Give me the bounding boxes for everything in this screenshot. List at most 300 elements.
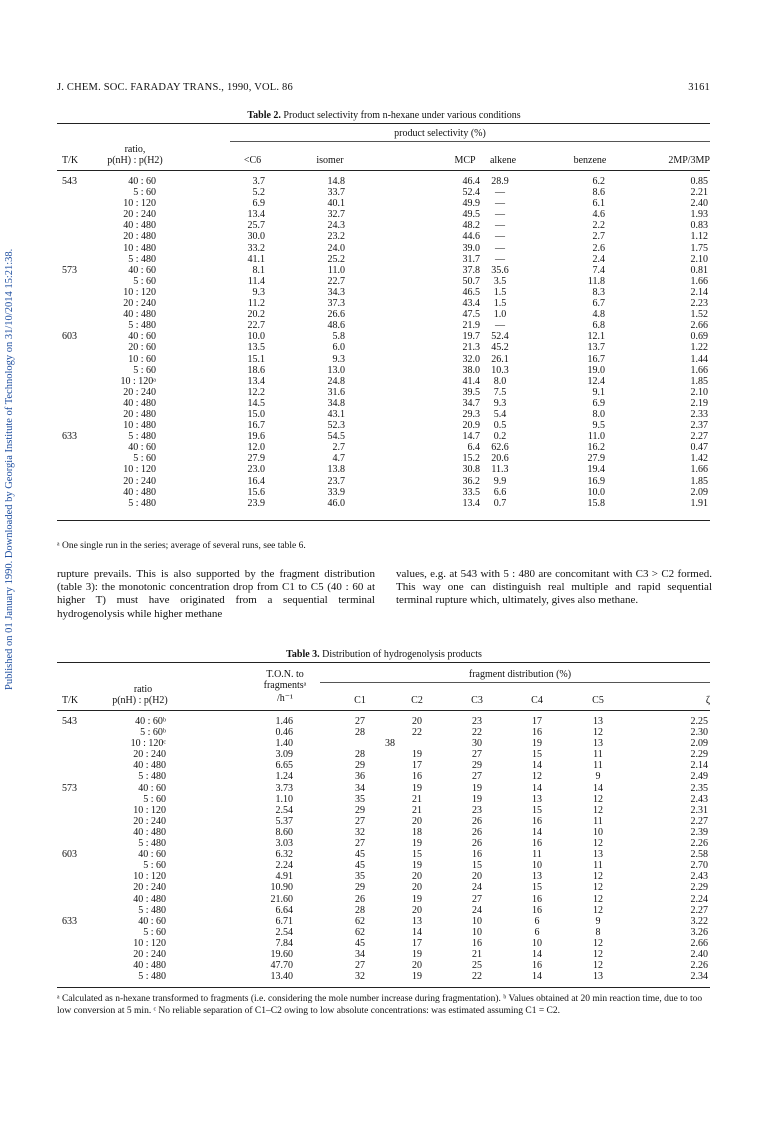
table2-ratio-cell: 20 : 240 bbox=[123, 298, 156, 310]
table3-c2-cell: 18 bbox=[412, 826, 422, 838]
table2-ratio-cell: 5 : 60 bbox=[133, 364, 156, 376]
table3-zeta-cell: 2.09 bbox=[690, 738, 708, 750]
table3-c5-cell: 12 bbox=[593, 871, 603, 883]
table2-tk-cell bbox=[62, 187, 102, 198]
table2-isomer-cell: 23.7 bbox=[327, 475, 345, 487]
table3-col-c2: C2 bbox=[411, 695, 423, 706]
table3-c2-cell: 20 bbox=[412, 960, 422, 972]
table2-isomer-cell: 52.3 bbox=[327, 420, 345, 432]
table3-c5-cell: 13 bbox=[593, 849, 603, 861]
table3-c5-cell: 12 bbox=[593, 904, 603, 916]
table3-group-rule bbox=[320, 682, 710, 683]
table3-c4-cell: 14 bbox=[532, 760, 542, 772]
table2-mp-cell: 1.93 bbox=[690, 209, 708, 221]
table2-ratio-cell: 40 : 480 bbox=[123, 397, 156, 409]
table3-zeta-cell: 2.43 bbox=[690, 793, 708, 805]
table3-ratio-cell: 20 : 240 bbox=[133, 815, 166, 827]
table2-isomer-cell: 33.7 bbox=[327, 187, 345, 199]
table2-isomer-cell: 5.8 bbox=[332, 331, 345, 343]
table3-c4-cell: 14 bbox=[532, 826, 542, 838]
table2-isomer-cell: 25.2 bbox=[327, 253, 345, 265]
table3-c3-cell: 19 bbox=[472, 793, 482, 805]
table3-c5-cell: 12 bbox=[593, 804, 603, 816]
table2-ratio-cell: 40 : 60 bbox=[128, 331, 156, 343]
table3-header-rule bbox=[57, 710, 710, 711]
table3-c3-cell: 16 bbox=[472, 937, 482, 949]
table3-ton-cell: 3.73 bbox=[275, 782, 293, 794]
table2-mcp-cell: 31.7 bbox=[462, 253, 480, 265]
table3-c5-cell: 11 bbox=[593, 760, 603, 772]
table3-c4-cell: 6 bbox=[534, 926, 540, 938]
table3-c1-cell: 27 bbox=[355, 815, 365, 827]
table3-c1-cell: 32 bbox=[355, 971, 365, 983]
table3-ratio-cell: 5 : 60 bbox=[143, 793, 166, 805]
table2-mcp-cell: 48.2 bbox=[462, 220, 480, 232]
table3-c2-cell: 14 bbox=[412, 926, 422, 938]
table3-c3-cell: 22 bbox=[472, 727, 482, 739]
table3-ratio-cell: 10 : 120 bbox=[133, 804, 166, 816]
table2-lt_c6-cell: 15.0 bbox=[247, 408, 265, 420]
table2-ratio-cell: 5 : 480 bbox=[128, 253, 156, 265]
download-watermark: Published on 01 January 1990. Downloaded by Georgia Institute of Technology on 31/10/2014 15:21:38. bbox=[4, 248, 15, 690]
table2-ratio-cell: 20 : 60 bbox=[128, 342, 156, 354]
table3-c3-cell: 25 bbox=[472, 960, 482, 972]
table3-ratio-cell: 10 : 120ᶜ bbox=[130, 738, 166, 750]
table3-c2-cell: 17 bbox=[412, 760, 422, 772]
table3-c4-cell: 11 bbox=[532, 849, 542, 861]
table2-mcp-cell: 50.7 bbox=[462, 275, 480, 287]
table2-mp-cell: 2.40 bbox=[690, 198, 708, 210]
table3-c3-cell: 26 bbox=[472, 838, 482, 850]
table2-alkene-cell: — bbox=[495, 231, 505, 243]
table3-c1-cell: 27 bbox=[355, 716, 365, 727]
table2-mp-cell: 1.85 bbox=[690, 475, 708, 487]
table2-alkene-cell: 52.4 bbox=[491, 331, 509, 343]
table2-ratio-cell: 10 : 120ᵃ bbox=[120, 375, 156, 387]
table2-tk-cell bbox=[62, 487, 102, 498]
table2-mcp-cell: 29.3 bbox=[462, 408, 480, 420]
table2-ratio-cell: 20 : 480 bbox=[123, 408, 156, 420]
table2-alkene-cell: 9.9 bbox=[493, 475, 507, 487]
table3-c4-cell: 10 bbox=[532, 860, 542, 872]
table3-zeta-cell: 2.29 bbox=[690, 882, 708, 894]
table2-tk-cell bbox=[62, 209, 102, 220]
table2-tk-column bbox=[62, 176, 102, 498]
table3-tk-cell bbox=[62, 971, 102, 982]
table3-ton-cell: 5.37 bbox=[275, 815, 293, 827]
table2-ratio-cell: 40 : 60 bbox=[128, 442, 156, 454]
table3-merged-c1c2-value: 38 bbox=[385, 738, 395, 749]
table2-lt_c6-cell: 13.4 bbox=[247, 209, 265, 221]
table3-c1-cell: 62 bbox=[355, 915, 365, 927]
body-text-right: values, e.g. at 543 with 5 : 480 are concomitant with C3 > C2 formed. This way one can distinguish real multiple and rapid sequential terminal rupture which, ultimately, gives also methane. bbox=[396, 568, 712, 607]
table3-tk-cell bbox=[62, 794, 102, 805]
table3-ton-cell: 6.32 bbox=[275, 849, 293, 861]
table2-group-header: product selectivity (%) bbox=[394, 128, 486, 139]
table3-ratio-cell: 5 : 480 bbox=[138, 838, 166, 850]
table2-benzene-cell: 19.0 bbox=[587, 364, 605, 376]
table3-col-c5: C5 bbox=[592, 695, 604, 706]
table3-tk-cell bbox=[62, 838, 102, 849]
table3-c5-cell: 12 bbox=[593, 960, 603, 972]
table2-tk-cell: 573 bbox=[62, 264, 77, 276]
table2-ratio-cell: 40 : 480 bbox=[123, 309, 156, 321]
table2-benzene-cell: 27.9 bbox=[587, 453, 605, 465]
table3-c2-cell bbox=[402, 738, 432, 749]
table2-tk-cell bbox=[62, 387, 102, 398]
table3-c4-cell: 15 bbox=[532, 882, 542, 894]
table3-c1-cell: 29 bbox=[355, 804, 365, 816]
table3-zeta-cell: 2.34 bbox=[690, 971, 708, 983]
table2-mcp-cell: 49.5 bbox=[462, 209, 480, 221]
table3-c4-cell: 16 bbox=[532, 815, 542, 827]
table3-ratio-cell: 10 : 120 bbox=[133, 871, 166, 883]
table2-lt_c6-cell: 41.1 bbox=[247, 253, 265, 265]
table2-mcp-cell: 20.9 bbox=[462, 420, 480, 432]
table2-ratio-cell: 10 : 120 bbox=[123, 464, 156, 476]
table3-c4-cell: 16 bbox=[532, 960, 542, 972]
table2-benzene-cell: 11.8 bbox=[587, 275, 605, 287]
table2-mp-cell: 1.22 bbox=[690, 342, 708, 354]
table2-mp-cell: 1.91 bbox=[690, 497, 708, 509]
table2-isomer-cell: 26.6 bbox=[327, 309, 345, 321]
table3-ton-cell: 2.54 bbox=[275, 804, 293, 816]
table2-isomer-cell: 23.2 bbox=[327, 231, 345, 243]
table3-c3-cell: 21 bbox=[472, 948, 482, 960]
table3-c3-cell: 22 bbox=[472, 971, 482, 983]
table2-benzene-cell: 6.9 bbox=[592, 397, 605, 409]
table2-tk-cell bbox=[62, 442, 102, 453]
table2-isomer-cell: 9.3 bbox=[332, 353, 345, 365]
table2-benzene-cell: 6.2 bbox=[592, 176, 605, 187]
table2-mp-cell: 1.66 bbox=[690, 364, 708, 376]
table3-ton-cell: 3.03 bbox=[275, 838, 293, 850]
table3-c1-cell: 28 bbox=[355, 727, 365, 739]
table2-tk-cell bbox=[62, 342, 102, 353]
table3-tk-cell bbox=[62, 905, 102, 916]
table2-mp-cell: 1.52 bbox=[690, 309, 708, 321]
table3-ton-cell: 2.54 bbox=[275, 926, 293, 938]
table3-tk-cell bbox=[62, 827, 102, 838]
table2-alkene-cell: 8.0 bbox=[493, 375, 507, 387]
table3-ratio-top: ratio bbox=[133, 684, 153, 695]
table2-mp-cell: 1.42 bbox=[690, 453, 708, 465]
table2-lt_c6-cell: 14.5 bbox=[247, 397, 265, 409]
table2-lt_c6-cell: 13.4 bbox=[247, 375, 265, 387]
table2-mcp-cell: 44.6 bbox=[462, 231, 480, 243]
table2-mp-cell: 2.21 bbox=[690, 187, 708, 199]
table3-ton-header-3: /h⁻¹ bbox=[276, 693, 294, 704]
table3-c2-column bbox=[402, 716, 432, 982]
table2-mcp-cell: 19.7 bbox=[462, 331, 480, 343]
table3-tk-cell bbox=[62, 738, 102, 749]
table3-ton-header-2: fragmentsᵃ bbox=[263, 680, 307, 691]
table2-ratio-cell: 40 : 60 bbox=[128, 264, 156, 276]
table2-tk-cell: 603 bbox=[62, 331, 77, 343]
table3-zeta-cell: 2.39 bbox=[690, 826, 708, 838]
table3-c1-cell: 35 bbox=[355, 871, 365, 883]
table3-tk-cell bbox=[62, 860, 102, 871]
table3-ratio-cell: 5 : 60ᵇ bbox=[140, 727, 166, 739]
table3-c2-cell: 21 bbox=[412, 804, 422, 816]
table3-zeta-cell: 2.27 bbox=[690, 904, 708, 916]
table2-ratio-cell: 20 : 240 bbox=[123, 209, 156, 221]
table2-alkene-cell: — bbox=[495, 187, 505, 199]
table3-zeta-cell: 3.26 bbox=[690, 926, 708, 938]
table2-mcp-cell: 34.7 bbox=[462, 397, 480, 409]
table2-benzene-cell: 2.7 bbox=[592, 231, 605, 243]
table3-c5-cell: 12 bbox=[593, 948, 603, 960]
table3-c4-cell: 16 bbox=[532, 838, 542, 850]
table2-mcp-cell: 21.3 bbox=[462, 342, 480, 354]
table2-ratio-cell: 5 : 60 bbox=[133, 275, 156, 287]
table3-c4-cell: 14 bbox=[532, 948, 542, 960]
table3-tk-cell bbox=[62, 938, 102, 949]
table3-tk-cell: 633 bbox=[62, 915, 77, 927]
table3-ton-cell: 21.60 bbox=[270, 893, 293, 905]
table3-ton-cell: 3.09 bbox=[275, 749, 293, 761]
table3-c2-cell: 19 bbox=[412, 749, 422, 761]
table3-c2-cell: 19 bbox=[412, 893, 422, 905]
table2-col-mcp: MCP bbox=[454, 155, 476, 166]
table2-benzene-cell: 4.6 bbox=[592, 209, 605, 221]
table3-ton-cell: 7.84 bbox=[275, 937, 293, 949]
table2-mp-cell: 2.09 bbox=[690, 486, 708, 498]
table2-footnote: ᵃ One single run in the series; average of several runs, see table 6. bbox=[57, 541, 306, 551]
table2-lt_c6-cell: 12.0 bbox=[247, 442, 265, 454]
table3-c2-cell: 15 bbox=[412, 849, 422, 861]
table2-lt_c6-cell: 11.4 bbox=[247, 275, 265, 287]
table2-alkene-cell: 6.6 bbox=[493, 486, 507, 498]
table2-lt_c6-cell: 6.9 bbox=[252, 198, 265, 210]
table2-alkene-cell: 5.4 bbox=[493, 408, 507, 420]
table3-ratio-bottom: p(nH) : p(H2) bbox=[112, 695, 168, 706]
table2-ratio-top: ratio, bbox=[124, 144, 146, 155]
table3-tk-cell bbox=[62, 749, 102, 760]
table2-tk-cell bbox=[62, 409, 102, 420]
table2-isomer-cell: 24.8 bbox=[327, 375, 345, 387]
table3-c1-cell: 45 bbox=[355, 860, 365, 872]
table3-zeta-cell: 2.25 bbox=[690, 716, 708, 727]
table3-zeta-cell: 2.31 bbox=[690, 804, 708, 816]
table3-col-c3: C3 bbox=[471, 695, 483, 706]
table3-c5-cell: 14 bbox=[593, 782, 603, 794]
table2-alkene-cell: 20.6 bbox=[491, 453, 509, 465]
table3-c1-cell: 32 bbox=[355, 826, 365, 838]
table2-mp-cell: 0.85 bbox=[690, 176, 708, 187]
table3-ratio-cell: 20 : 240 bbox=[133, 749, 166, 761]
table2-alkene-cell: — bbox=[495, 209, 505, 221]
table3-ratio-cell: 40 : 480 bbox=[133, 893, 166, 905]
table2-lt_c6-cell: 8.1 bbox=[252, 264, 265, 276]
table2-tk-cell bbox=[62, 354, 102, 365]
table2-tk-cell bbox=[62, 276, 102, 287]
table2-mp-cell: 2.27 bbox=[690, 431, 708, 443]
page-number: 3161 bbox=[688, 82, 710, 93]
table3-tk-cell: 543 bbox=[62, 716, 77, 727]
table3-c2-cell: 20 bbox=[412, 904, 422, 916]
table2-ratio-cell: 10 : 120 bbox=[123, 286, 156, 298]
table2-benzene-cell: 7.4 bbox=[592, 264, 605, 276]
table3-tk-cell bbox=[62, 894, 102, 905]
table2-mp-cell: 2.14 bbox=[690, 286, 708, 298]
table3-c5-cell: 11 bbox=[593, 749, 603, 761]
table2-tk-cell bbox=[62, 243, 102, 254]
table3-tk-cell bbox=[62, 727, 102, 738]
table3-ton-cell: 0.46 bbox=[275, 727, 293, 739]
table2-mcp-cell: 46.5 bbox=[462, 286, 480, 298]
table3-ratio-cell: 40 : 60 bbox=[138, 782, 166, 794]
table3-c5-cell: 13 bbox=[593, 971, 603, 983]
table2-tk-cell bbox=[62, 254, 102, 265]
table3-c1-cell: 27 bbox=[355, 960, 365, 972]
table3-ratio-cell: 5 : 60 bbox=[143, 860, 166, 872]
table2-mcp-column bbox=[445, 176, 480, 509]
table3-c4-cell: 14 bbox=[532, 782, 542, 794]
table3-c4-cell: 10 bbox=[532, 937, 542, 949]
table2-mp-cell: 1.44 bbox=[690, 353, 708, 365]
table2-isomer-cell: 13.8 bbox=[327, 464, 345, 476]
table3-ratio-cell: 40 : 60 bbox=[138, 915, 166, 927]
table3-c1-cell: 29 bbox=[355, 882, 365, 894]
table3-c4-cell: 6 bbox=[534, 915, 540, 927]
table3-c4-cell: 15 bbox=[532, 804, 542, 816]
table2-mcp-cell: 39.5 bbox=[462, 386, 480, 398]
table3-c1-cell: 45 bbox=[355, 937, 365, 949]
table2-benzene-cell: 8.3 bbox=[592, 286, 605, 298]
table2-alkene-cell: 7.5 bbox=[493, 386, 507, 398]
table2-mcp-cell: 47.5 bbox=[462, 309, 480, 321]
table2-group-rule bbox=[230, 141, 710, 142]
table2-alkene-column bbox=[478, 176, 522, 509]
table2-benzene-cell: 11.0 bbox=[587, 431, 605, 443]
table2-tk-cell bbox=[62, 231, 102, 242]
table3-c3-cell: 26 bbox=[472, 815, 482, 827]
table3-c5-cell: 12 bbox=[593, 793, 603, 805]
table2-mcp-cell: 13.4 bbox=[462, 497, 480, 509]
table2-alkene-cell: — bbox=[495, 253, 505, 265]
table2-isomer-cell: 32.7 bbox=[327, 209, 345, 221]
table2-mp-cell: 1.75 bbox=[690, 242, 708, 254]
table3-zeta-cell: 2.30 bbox=[690, 727, 708, 739]
table2-isomer-cell: 14.8 bbox=[327, 176, 345, 187]
table2-mp-cell: 1.12 bbox=[690, 231, 708, 243]
table2-mp-cell: 2.37 bbox=[690, 420, 708, 432]
table3-c2-cell: 20 bbox=[412, 815, 422, 827]
table3-zeta-cell: 2.14 bbox=[690, 760, 708, 772]
table3-c5-cell: 11 bbox=[593, 815, 603, 827]
table3-c1-cell: 62 bbox=[355, 926, 365, 938]
table3-zeta-cell: 2.26 bbox=[690, 960, 708, 972]
table2-isomer-cell: 24.0 bbox=[327, 242, 345, 254]
table2-mp-cell: 2.10 bbox=[690, 253, 708, 265]
table3-group-header: fragment distribution (%) bbox=[468, 669, 572, 680]
table2-lt_c6-cell: 16.4 bbox=[247, 475, 265, 487]
table3-c2-cell: 19 bbox=[412, 860, 422, 872]
table2-mp-cell: 0.83 bbox=[690, 220, 708, 232]
table2-mcp-cell: 6.4 bbox=[467, 442, 480, 454]
table3-c1-cell: 29 bbox=[355, 760, 365, 772]
table3-c5-cell: 12 bbox=[593, 893, 603, 905]
table2-header-rule bbox=[57, 170, 710, 171]
table3-ratio-cell: 20 : 240 bbox=[133, 948, 166, 960]
table2-mcp-cell: 32.0 bbox=[462, 353, 480, 365]
table3-c1-cell: 45 bbox=[355, 849, 365, 861]
table2-mcp-cell: 36.2 bbox=[462, 475, 480, 487]
table2-mcp-cell: 41.4 bbox=[462, 375, 480, 387]
table2-tk-cell bbox=[62, 198, 102, 209]
table3-c2-cell: 21 bbox=[412, 793, 422, 805]
table2-alkene-cell: 3.5 bbox=[493, 275, 507, 287]
table3-c1-cell: 28 bbox=[355, 749, 365, 761]
table3-c5-cell: 12 bbox=[593, 727, 603, 739]
table2-alkene-cell: — bbox=[495, 320, 505, 332]
table3-ratio-column bbox=[110, 716, 166, 982]
table3-c1-cell: 26 bbox=[355, 893, 365, 905]
table2-alkene-cell: — bbox=[495, 198, 505, 210]
table3-c5-cell: 8 bbox=[595, 926, 601, 938]
table3-ratio-cell: 20 : 240 bbox=[133, 882, 166, 894]
table2-ratio-cell: 20 : 480 bbox=[123, 231, 156, 243]
table2-tk-cell bbox=[62, 298, 102, 309]
table2-ratio-cell: 40 : 480 bbox=[123, 486, 156, 498]
table3-c2-cell: 19 bbox=[412, 971, 422, 983]
table2-benzene-cell: 12.4 bbox=[587, 375, 605, 387]
table2-alkene-cell: 28.9 bbox=[491, 176, 509, 187]
table2-ratio-cell: 5 : 480 bbox=[128, 320, 156, 332]
table3-c5-cell: 9 bbox=[595, 771, 601, 783]
table2-ratio-cell: 5 : 480 bbox=[128, 431, 156, 443]
table2-alkene-cell: 1.5 bbox=[493, 298, 507, 310]
table3-col-zeta: ζ bbox=[705, 695, 710, 706]
table3-zeta-cell: 3.22 bbox=[690, 915, 708, 927]
table2-ratio-cell: 5 : 60 bbox=[133, 187, 156, 199]
table3-c5-cell: 13 bbox=[593, 738, 603, 750]
table3-c4-cell: 12 bbox=[532, 771, 542, 783]
table3-c4-cell: 13 bbox=[532, 793, 542, 805]
table2-caption: Table 2. Product selectivity from n-hexane under various conditions bbox=[247, 110, 521, 121]
table2-alkene-cell: 9.3 bbox=[493, 397, 507, 409]
table2-ratio-cell: 40 : 60 bbox=[128, 176, 156, 187]
table3-c5-column bbox=[583, 716, 613, 982]
table3-zeta-cell: 2.40 bbox=[690, 948, 708, 960]
table2-tk-cell bbox=[62, 287, 102, 298]
table3-c2-cell: 20 bbox=[412, 871, 422, 883]
table2-isomer-cell: 24.3 bbox=[327, 220, 345, 232]
table3-col-c4: C4 bbox=[531, 695, 543, 706]
table2-benzene-cell: 8.0 bbox=[592, 408, 605, 420]
table2-col-benzene: benzene bbox=[573, 155, 607, 166]
table2-alkene-cell: 11.3 bbox=[491, 464, 509, 476]
table2-benzene-cell: 9.5 bbox=[592, 420, 605, 432]
table2-ratio-cell: 20 : 240 bbox=[123, 475, 156, 487]
table3-c2-cell: 19 bbox=[412, 838, 422, 850]
table3-c4-cell: 13 bbox=[532, 871, 542, 883]
table2-isomer-cell: 43.1 bbox=[327, 408, 345, 420]
table2-tk-cell bbox=[62, 376, 102, 387]
table2-lt_c6-cell: 22.7 bbox=[247, 320, 265, 332]
table3-c3-column bbox=[462, 716, 492, 982]
table3-ratio-cell: 10 : 120 bbox=[133, 937, 166, 949]
table2-mcp-cell: 15.2 bbox=[462, 453, 480, 465]
table2-ratio-cell: 10 : 480 bbox=[123, 420, 156, 432]
table2-lt_c6-cell: 15.1 bbox=[247, 353, 265, 365]
table2-benzene-cell: 19.4 bbox=[587, 464, 605, 476]
table3-c1-cell: 34 bbox=[355, 948, 365, 960]
table3-c2-cell: 17 bbox=[412, 937, 422, 949]
table3-c2-cell: 16 bbox=[412, 771, 422, 783]
table3-ton-cell: 47.70 bbox=[270, 960, 293, 972]
